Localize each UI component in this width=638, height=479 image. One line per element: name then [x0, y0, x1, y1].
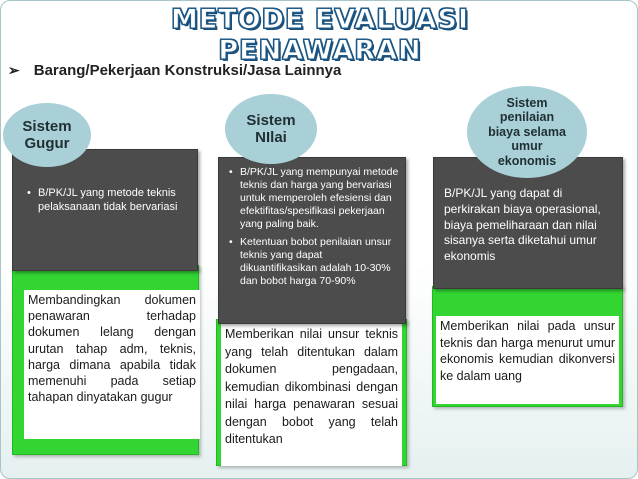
system-oval-gugur — [3, 103, 91, 167]
system-oval-nilai — [225, 94, 317, 164]
oval-label: Sistem Gugur — [22, 117, 72, 152]
oval-label: Sistem NIlai — [246, 111, 296, 146]
criteria-bullet: • Ketentuan bobot penilaian unsur teknis yang dapat dikuantifikasikan adalah 10-30% dan bobot harga 70-90% — [229, 236, 399, 288]
page-title: METODE EVALUASI PENAWARAN — [170, 4, 470, 66]
oval-label: Sistem penilaian biaya selama umur ekonomis — [488, 96, 566, 168]
criteria-box-gugur — [12, 149, 198, 271]
subtitle — [8, 62, 341, 79]
system-oval-ekonomis — [467, 86, 587, 178]
criteria-bullet: • B/PK/JL yang mempunyai metode teknis dan harga yang bervariasi untuk memperoleh efesiensi dan efektifitas/spesifikasi pekerjaan yang paling baik. — [229, 166, 399, 231]
description-text-nilai: Memberikan nilai unsur teknis yang telah ditentukan dalam dokumen pengadaan, kemudian dikombinasi dengan nilai harga penawaran sesuai dengan bobot yang telah ditentukan — [221, 324, 402, 466]
criteria-box-nilai — [218, 157, 406, 324]
criteria-text: B/PK/JL yang dapat di perkirakan biaya operasional, biaya pemeliharaan dan nilai sisanya serta diketahui umur ekonomis — [444, 186, 601, 264]
subtitle-text: Barang/Pekerjaan Konstruksi/Jasa Lainnya — [33, 62, 342, 79]
description-text-ekonomis: Memberikan nilai pada unsur teknis dan harga menurut umur ekonomis kemudian dikonversi ke dalam uang — [436, 316, 619, 404]
criteria-bullet: • B/PK/JL yang metode teknis pelaksanaan tidak bervariasi — [27, 187, 189, 214]
arrow-bullet-icon: ➢ — [8, 62, 20, 78]
description-text-gugur: Membandingkan dokumen penawaran terhadap dokumen lelang dengan urutan tahap adm, teknis, harga dimana apabila tidak memenuhi pada setiap tahapan dinyatakan gugur — [24, 290, 200, 439]
